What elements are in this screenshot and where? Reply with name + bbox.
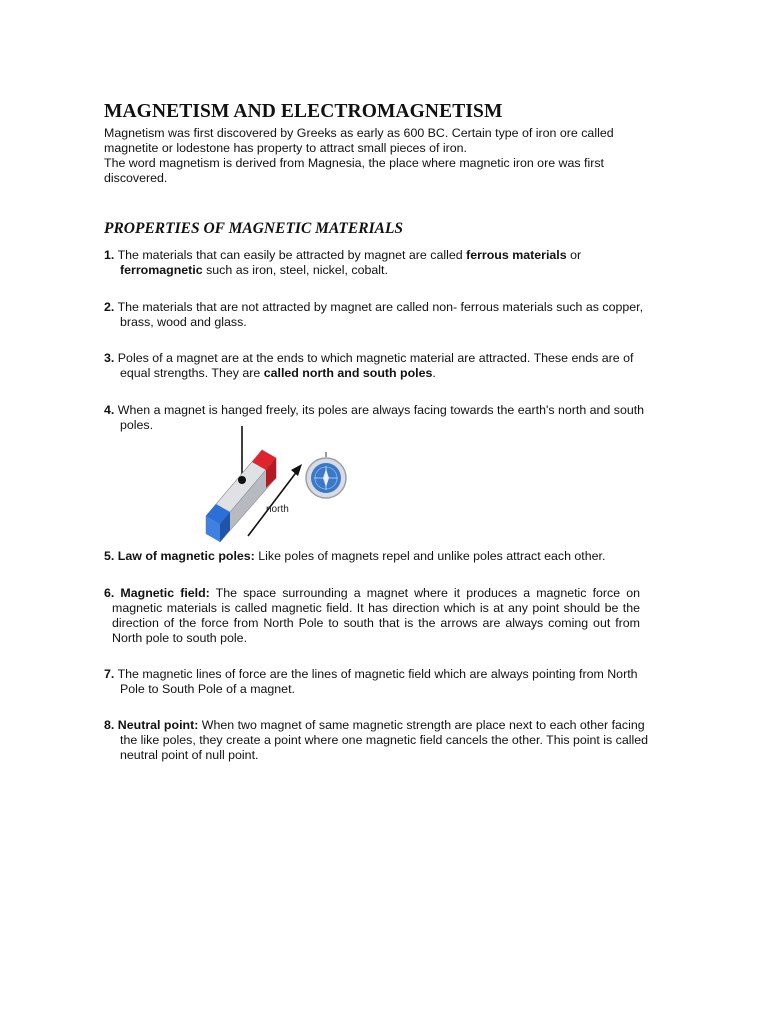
magnet-figure: [198, 426, 358, 544]
suspension-dot: [238, 476, 246, 484]
item-text: Like poles of magnets repel and unlike poles attract each other.: [254, 549, 606, 563]
item-number: 2.: [104, 300, 115, 314]
north-arrow-head: [291, 464, 302, 476]
list-item-5: [104, 549, 656, 564]
list-item-8: [104, 718, 656, 763]
list-item-6: [104, 586, 640, 646]
item-number: 5.: [104, 549, 115, 563]
item-text: or: [566, 248, 582, 262]
item-number: 7.: [104, 667, 115, 681]
list-item-2: [104, 300, 656, 330]
list-item-3: [104, 351, 656, 381]
item-number: 1.: [104, 248, 115, 262]
item-text: .: [432, 366, 436, 380]
item-lead: Neutral point:: [117, 718, 199, 732]
item-text: such as iron, steel, nickel, cobalt.: [202, 263, 388, 277]
item-text: When two magnet of same magnetic strength are place next to each other facing the like poles, they create a point where one magnetic field cancels the other. This point is called neutral point of null point.: [120, 718, 649, 762]
item-text: The magnetic lines of force are the lines of magnetic field which are always pointing from North Pole to South Pole of a magnet.: [117, 667, 638, 696]
item-bold-term: ferromagnetic: [120, 263, 203, 277]
item-number: 4.: [104, 403, 115, 417]
document-page: [104, 100, 664, 762]
item-lead: Magnetic field:: [120, 586, 210, 600]
item-number: 8.: [104, 718, 115, 732]
item-bold-term: ferrous materials: [466, 248, 567, 262]
item-text: Poles of a magnet are at the ends to which magnetic material are attracted. These ends are of equal strengths. They are: [117, 351, 634, 380]
list-item-1: [104, 248, 656, 278]
document-title: MAGNETISM AND ELECTROMAGNETISM: [104, 101, 503, 122]
bar-magnet: [206, 450, 276, 542]
item-text: The materials that can easily be attracted by magnet are called: [117, 248, 467, 262]
north-label: north: [266, 504, 289, 515]
section-heading: PROPERTIES OF MAGNETIC MATERIALS: [104, 220, 404, 237]
item-number: 3.: [104, 351, 115, 365]
item-bold-term: called north and south poles: [263, 366, 433, 380]
list-item-7: [104, 667, 656, 697]
item-number: 6.: [104, 586, 115, 600]
intro-paragraph-2: The word magnetism is derived from Magnesia, the place where magnetic iron ore was first discovered.: [104, 156, 604, 185]
list-item-4: [104, 403, 656, 433]
compass-icon: [306, 452, 346, 498]
item-text: When a magnet is hanged freely, its poles are always facing towards the earth's north and south poles.: [117, 403, 645, 432]
item-text: The materials that are not attracted by magnet are called non- ferrous materials such as copper, brass, wood and glass.: [117, 300, 644, 329]
item-text: The space surrounding a magnet where it produces a magnetic force on magnetic materials is called magnetic field. It has direction which is at any point should be the direction of the force from North Pole to south that is the arrows are always coming out from North pole to south pole.: [112, 586, 640, 645]
intro-paragraph-1: Magnetism was first discovered by Greeks as early as 600 BC. Certain type of iron ore called magnetite or lodestone has property to attract small pieces of iron.: [104, 126, 614, 155]
item-lead: Law of magnetic poles:: [117, 549, 255, 563]
magnet-diagram: [198, 426, 358, 544]
